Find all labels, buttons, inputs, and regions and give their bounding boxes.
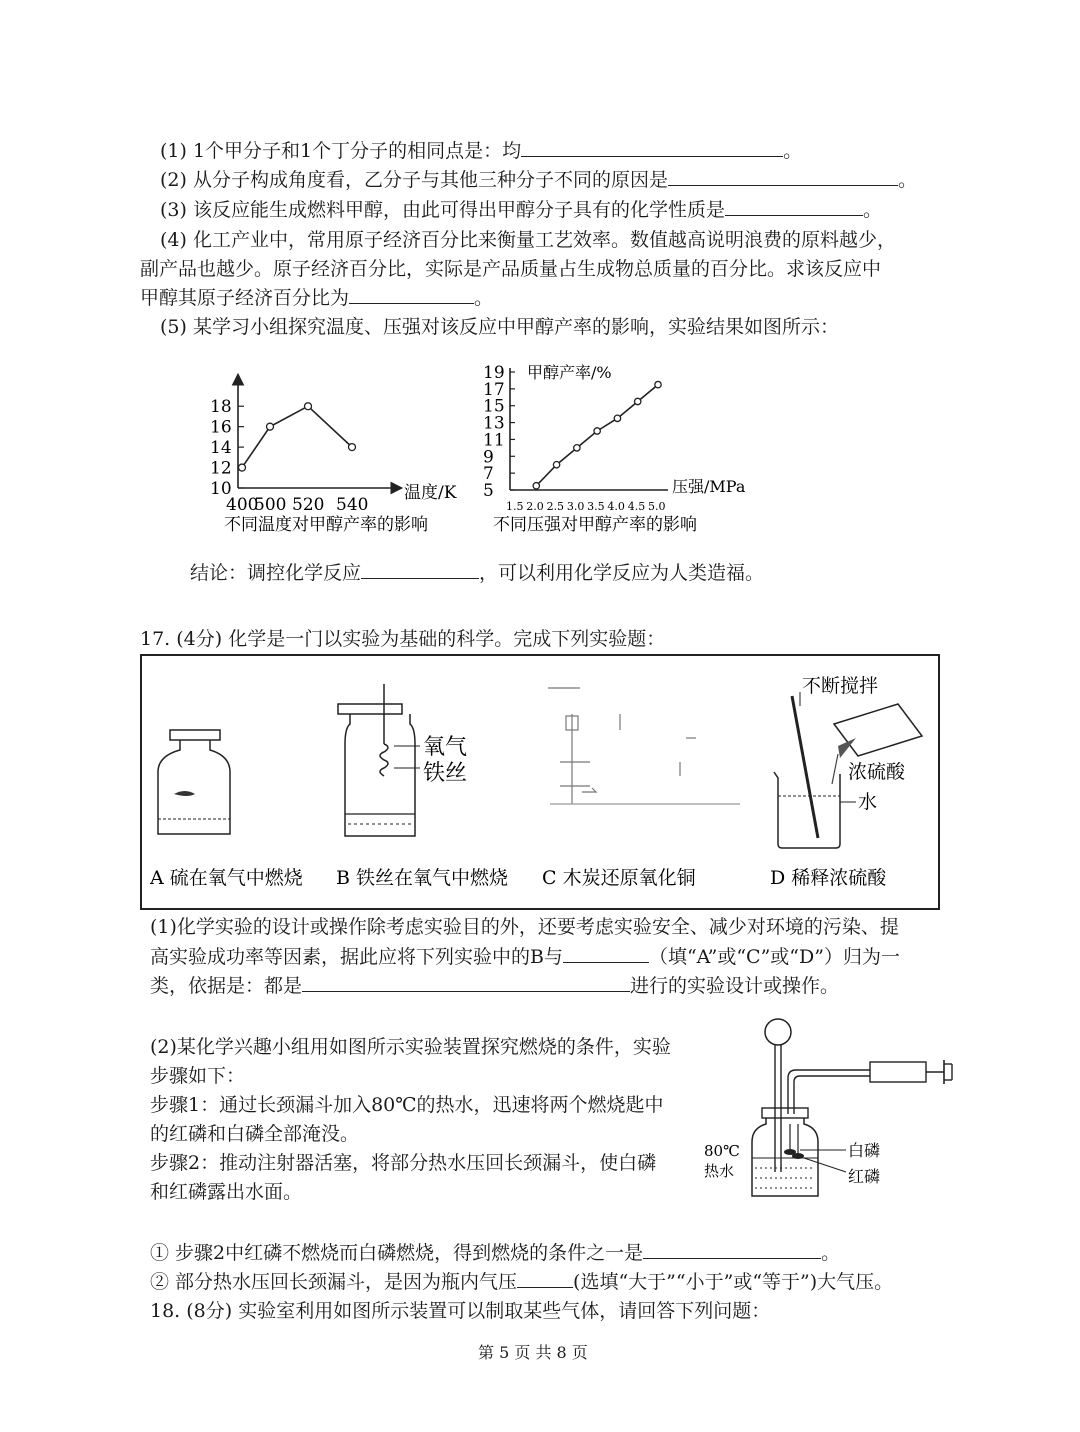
answer-blank[interactable] [517, 1269, 573, 1288]
chart-title: 不同温度对甲醇产率的影响 [224, 515, 428, 535]
apparatus-b [338, 684, 467, 836]
temperature-chart [210, 376, 457, 535]
q16-item-5: (5) 某学习小组探究温度、压强对该反应中甲醇产率的影响，实验结果如图所示： [160, 316, 839, 338]
q17-sub-1: ① 步骤2中红磷不燃烧而白磷燃烧，得到燃烧的条件之一是 。 [150, 1242, 841, 1264]
x-tick-label: 4.5 [627, 500, 646, 513]
q17-heading: 17. (4分) 化学是一门以实验为基础的科学。完成下列实验题： [140, 628, 666, 650]
charts-area [160, 358, 780, 548]
y-tick-label: 14 [210, 438, 232, 459]
answer-blank[interactable] [349, 285, 474, 304]
chart-title: 不同压强对甲醇产率的影响 [493, 515, 697, 535]
x-tick-label: 2.0 [526, 500, 544, 513]
x-tick-label: 4.0 [607, 500, 625, 513]
data-point [533, 483, 539, 489]
y-tick-label: 10 [210, 479, 232, 499]
x-tick-label: 520 [292, 495, 325, 515]
q17-part2-line-1: (2)某化学兴趣小组用如图所示实验装置探究燃烧的条件，实验 [150, 1036, 671, 1058]
y-tick-label: 17 [483, 379, 505, 400]
label-iron-wire: 铁丝 [423, 761, 468, 786]
y-tick-label: 11 [483, 430, 505, 451]
q16-item-2: (2) 从分子构成角度看，乙分子与其他三种分子不同的原因是 。 [160, 169, 917, 191]
q16-item-3: (3) 该反应能生成燃料甲醇，由此可得出甲醇分子具有的化学性质是 。 [160, 199, 882, 221]
page-footer: 第 5 页 共 8 页 [478, 1343, 588, 1362]
label-hot-water: 热水 [704, 1162, 735, 1180]
data-point [635, 398, 641, 404]
answer-blank[interactable] [521, 138, 783, 157]
q17-part2-line-3: 步骤1：通过长颈漏斗加入80℃的热水，迅速将两个燃烧匙中 [150, 1094, 664, 1116]
y-tick-label: 9 [483, 447, 494, 468]
x-tick-label: 3.0 [566, 500, 585, 513]
q18-heading: 18. (8分) 实验室利用如图所示装置可以制取某些气体，请回答下列问题： [150, 1300, 771, 1322]
y-tick-label: 5 [483, 481, 494, 501]
data-point [239, 464, 246, 471]
label-oxygen: 氧气 [423, 735, 468, 760]
data-point [305, 403, 312, 410]
data-point [594, 428, 600, 434]
q17-sub-2: ② 部分热水压回长颈漏斗，是因为瓶内气压 (选填“大于”“小于”或“等于”)大气压。 [150, 1271, 894, 1293]
data-point [349, 444, 356, 451]
answer-blank[interactable] [668, 167, 898, 186]
answer-blank[interactable] [563, 944, 649, 963]
x-tick-label: 400 [226, 495, 259, 515]
x-tick-label: 540 [336, 495, 369, 515]
q17-part2-line-6: 和红磷露出水面。 [150, 1181, 303, 1203]
answer-blank[interactable] [643, 1240, 821, 1259]
y-tick-label: 18 [210, 397, 232, 418]
caption-a: A 硫在氧气中燃烧 [150, 867, 303, 889]
y-axis-label: 甲醇产率/% [527, 363, 612, 382]
q17-part1-line-2: 高实验成功率等因素，据此应将下列实验中的B与 （填“A”或“C”或“D”）归为一 [150, 946, 900, 968]
q16-item-4-line-3: 甲醇其原子经济百分比为 。 [140, 287, 494, 309]
answer-blank[interactable] [302, 973, 630, 992]
x-axis-label: 温度/K [404, 483, 457, 503]
combustion-apparatus [700, 1012, 970, 1208]
x-tick-label: 500 [254, 495, 287, 515]
q17-part2-line-2: 步骤如下： [150, 1065, 246, 1087]
y-tick-label: 7 [483, 464, 494, 485]
y-tick-label: 12 [210, 458, 232, 479]
y-tick-label: 13 [483, 413, 505, 434]
label-water: 水 [858, 791, 878, 813]
apparatus-c [548, 688, 740, 804]
apparatus-d [774, 675, 922, 848]
q16-conclusion: 结论：调控化学反应 ，可以利用化学反应为人类造福。 [190, 562, 765, 584]
series-line [242, 406, 352, 467]
q16-item-4-line-1: (4) 化工产业中，常用原子经济百分比来衡量工艺效率。数值越高说明浪费的原料越少， [160, 229, 896, 251]
label-sulfuric-acid: 浓硫酸 [848, 761, 906, 783]
q17-part2-line-4: 的红磷和白磷全部淹没。 [150, 1123, 360, 1145]
data-point [655, 381, 661, 387]
data-point [574, 445, 580, 451]
q17-part2-line-5: 步骤2：推动注射器活塞，将部分热水压回长颈漏斗，使白磷 [150, 1152, 657, 1174]
x-tick-label: 3.5 [587, 500, 605, 513]
q16-item-1: (1) 1个甲分子和1个丁分子的相同点是：均 。 [160, 140, 803, 162]
answer-blank[interactable] [361, 560, 479, 579]
y-tick-label: 15 [483, 396, 505, 417]
y-tick-label: 16 [210, 417, 232, 438]
caption-c: C 木炭还原氧化铜 [542, 867, 696, 889]
caption-b: B 铁丝在氧气中燃烧 [336, 867, 509, 889]
y-tick-label: 19 [483, 363, 505, 383]
experiment-figure [140, 654, 940, 910]
label-white-phosphorus: 白磷 [848, 1141, 881, 1160]
x-tick-label: 5.0 [648, 500, 666, 513]
data-point [553, 462, 559, 468]
label-red-phosphorus: 红磷 [848, 1167, 881, 1186]
label-stirring: 不断搅拌 [802, 675, 879, 697]
label-80c: 80℃ [704, 1142, 740, 1160]
answer-blank[interactable] [725, 197, 863, 216]
pressure-chart [483, 363, 746, 535]
data-point [614, 415, 620, 421]
q17-part1-line-3: 类，依据是：都是 进行的实验设计或操作。 [150, 975, 840, 997]
data-point [267, 423, 274, 430]
x-tick-label: 2.5 [546, 500, 565, 513]
x-axis-label: 压强/MPa [672, 477, 746, 496]
apparatus-a [158, 730, 230, 834]
caption-d: D 稀释浓硫酸 [770, 867, 887, 889]
q17-part1-line-1: (1)化学实验的设计或操作除考虑实验目的外，还要考虑实验安全、减少对环境的污染、提 [150, 916, 899, 938]
x-tick-label: 1.5 [506, 500, 524, 513]
q16-item-4-line-2: 副产品也越少。原子经济百分比，实际是产品质量占生成物总质量的百分比。求该反应中 [140, 258, 882, 280]
